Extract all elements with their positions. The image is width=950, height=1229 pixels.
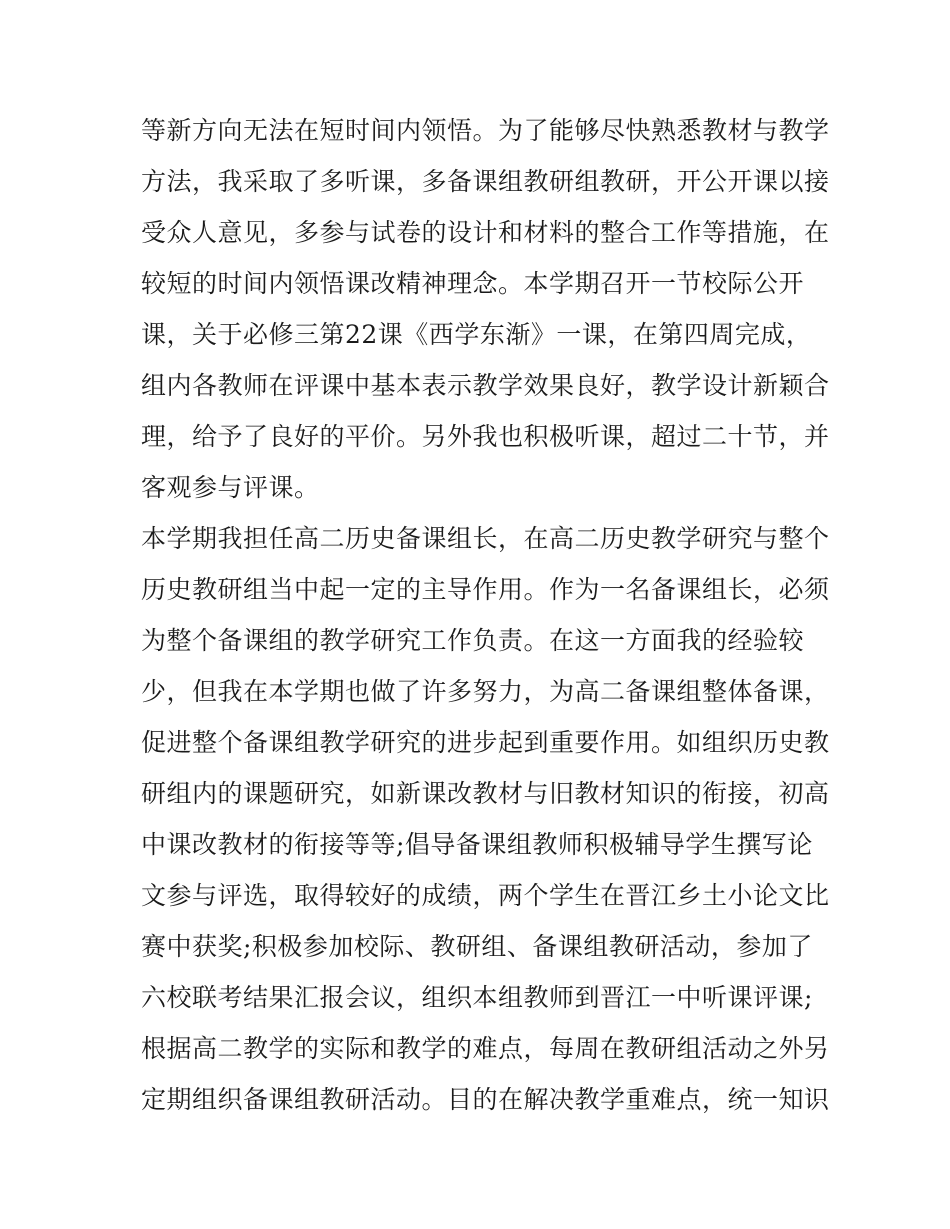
text-line: 根据高二教学的实际和教学的难点，每周在教研组活动之外另 xyxy=(141,1034,830,1063)
text-line: 促进整个备课组教学研究的进步起到重要作用。如组织历史教 xyxy=(141,728,830,757)
text-line: 本学期我担任高二历史备课组长，在高二历史教学研究与整个 xyxy=(141,524,830,553)
text-line: 组内各教师在评课中基本表示教学效果良好，教学设计新颖合 xyxy=(141,371,830,400)
text-line: 受众人意见，多参与试卷的设计和材料的整合工作等措施，在 xyxy=(141,218,830,247)
text-line: 等新方向无法在短时间内领悟。为了能够尽快熟悉教材与教学 xyxy=(141,116,830,145)
text-line: 赛中获奖;积极参加校际、教研组、备课组教研活动，参加了 xyxy=(141,932,813,961)
text-line: 较短的时间内领悟课改精神理念。本学期召开一节校际公开 xyxy=(141,269,805,298)
text-line: 课，关于必修三第22课《西学东渐》一课，在第四周完成， xyxy=(141,320,812,349)
text-line: 六校联考结果汇报会议，组织本组教师到晋江一中听课评课; xyxy=(141,983,813,1012)
text-line: 定期组织备课组教研活动。目的在解决教学重难点，统一知识 xyxy=(141,1085,830,1114)
body-text xyxy=(141,105,831,1125)
text-line: 研组内的课题研究，如新课改教材与旧教材知识的衔接，初高 xyxy=(141,779,830,808)
text-line: 文参与评选，取得较好的成绩，两个学生在晋江乡土小论文比 xyxy=(141,881,830,910)
text-line: 少，但我在本学期也做了许多努力，为高二备课组整体备课， xyxy=(141,677,830,706)
text-line: 理，给予了良好的平价。另外我也积极听课，超过二十节，并 xyxy=(141,422,830,451)
text-line: 方法，我采取了多听课，多备课组教研组教研，开公开课以接 xyxy=(141,167,830,196)
text-line: 客观参与评课。 xyxy=(141,473,320,502)
text-line: 为整个备课组的教学研究工作负责。在这一方面我的经验较 xyxy=(141,626,805,655)
text-line: 中课改教材的衔接等等;倡导备课组教师积极辅导学生撰写论 xyxy=(141,830,813,859)
text-line: 历史教研组当中起一定的主导作用。作为一名备课组长，必须 xyxy=(141,575,830,604)
